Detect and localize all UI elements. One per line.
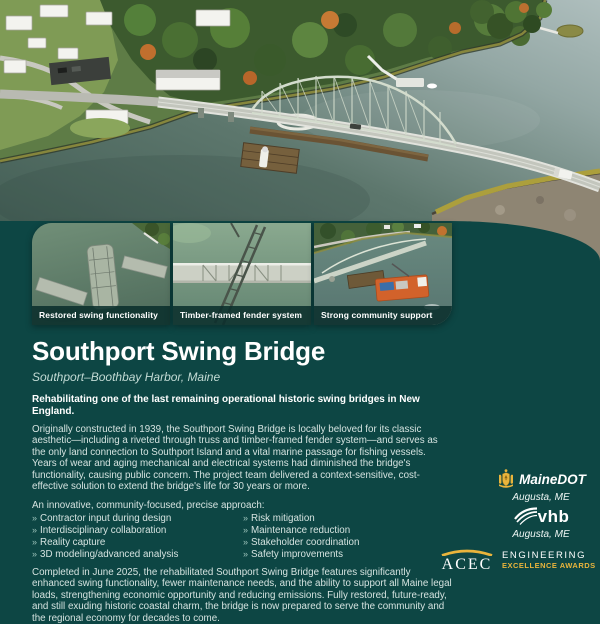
approach-bullets-right	[243, 513, 359, 561]
bullet-marker: »	[243, 548, 249, 559]
bullet-text: 3D modeling/advanced analysis	[40, 548, 179, 560]
bullet-marker: »	[32, 537, 38, 548]
approach-lead: An innovative, community-focused, precise approach:	[32, 499, 265, 511]
thumbnail-restored-swing	[32, 223, 170, 325]
subtitle-location: Southport–Boothbay Harbor, Maine	[32, 370, 221, 384]
bullet-text: Contractor input during design	[40, 513, 172, 525]
bullet-marker: »	[243, 513, 249, 524]
bullet-marker: »	[243, 525, 249, 536]
acec-award-text	[502, 551, 596, 571]
vhb-name: vhb	[537, 507, 570, 526]
approach-bullets-left	[32, 513, 243, 561]
bullet-text: Interdisciplinary collaboration	[40, 525, 167, 537]
mainedot-name: MaineDOT	[519, 472, 586, 487]
project-description: Originally constructed in 1939, the Southport Swing Bridge is locally beloved for its classic aesthetic—including a riveted through truss and timber-framed fender system—and serves as the only land connection to Southport Island and a vital marine passage for fishing vessels. Years of wear and aging mechanical and electrical systems had diminished the bridge's functionality, causing public concern. The project team delivered a context-sensitive, cost-effective solution to extend the bridge's life for 30 years or more.	[32, 424, 438, 493]
mainedot-crest-icon	[496, 469, 516, 490]
bullet-text: Reality capture	[40, 537, 106, 549]
bullet-item	[32, 537, 243, 549]
vhb-swoosh-icon	[513, 507, 538, 527]
thumbnail-caption: Strong community support	[314, 306, 452, 325]
thumbnail-caption: Restored swing functionality	[32, 306, 170, 325]
bullet-marker: »	[243, 537, 249, 548]
page-title: Southport Swing Bridge	[32, 336, 326, 366]
vhb-location: Augusta, ME	[512, 529, 570, 540]
bullet-item	[243, 537, 359, 549]
intro-statement: Rehabilitating one of the last remaining operational historic swing bridges in New England.	[32, 394, 420, 417]
bullet-text: Safety improvements	[251, 548, 344, 560]
acec-org: ACEC	[441, 556, 493, 573]
thumbnail-community-support	[314, 223, 452, 325]
thumbnail-fender-system	[173, 223, 311, 325]
approach-bullets	[32, 513, 456, 561]
acec-award-logo	[440, 548, 596, 573]
bullet-marker: »	[32, 525, 38, 536]
bullet-marker: »	[32, 548, 38, 559]
outcome-description: Completed in June 2025, the rehabilitated Southport Swing Bridge features significantly enhanced swing functionality, fewer maintenance needs, and the ability to support all Maine legal loads, strengthening economic opportunity and reducing emissions. Fully restored, future-ready, and still exuding historic coastal charm, the bridge is now prepared to serve the community and the regional economy for decades to come.	[32, 566, 452, 624]
acec-line2: EXCELLENCE AWARDS	[502, 561, 596, 571]
acec-wordmark	[440, 548, 494, 573]
thumbnail-caption: Timber-framed fender system	[173, 306, 311, 325]
mainedot-location: Augusta, ME	[512, 492, 570, 503]
acec-arc-icon	[440, 548, 494, 556]
vhb-logo	[486, 507, 596, 540]
content-area	[32, 336, 456, 624]
bullet-item	[32, 525, 243, 537]
bullet-item	[243, 525, 359, 537]
bullet-item	[32, 513, 243, 525]
acec-line1: ENGINEERING	[502, 549, 587, 561]
bullet-item	[243, 549, 359, 561]
bullet-text: Risk mitigation	[251, 513, 315, 525]
bullet-marker: »	[32, 513, 38, 524]
mainedot-logo	[486, 469, 596, 503]
bullet-text: Stakeholder coordination	[251, 537, 360, 549]
bullet-item	[32, 549, 243, 561]
bullet-item	[243, 513, 359, 525]
thumbnail-strip	[32, 223, 452, 325]
bullet-text: Maintenance reduction	[251, 525, 351, 537]
